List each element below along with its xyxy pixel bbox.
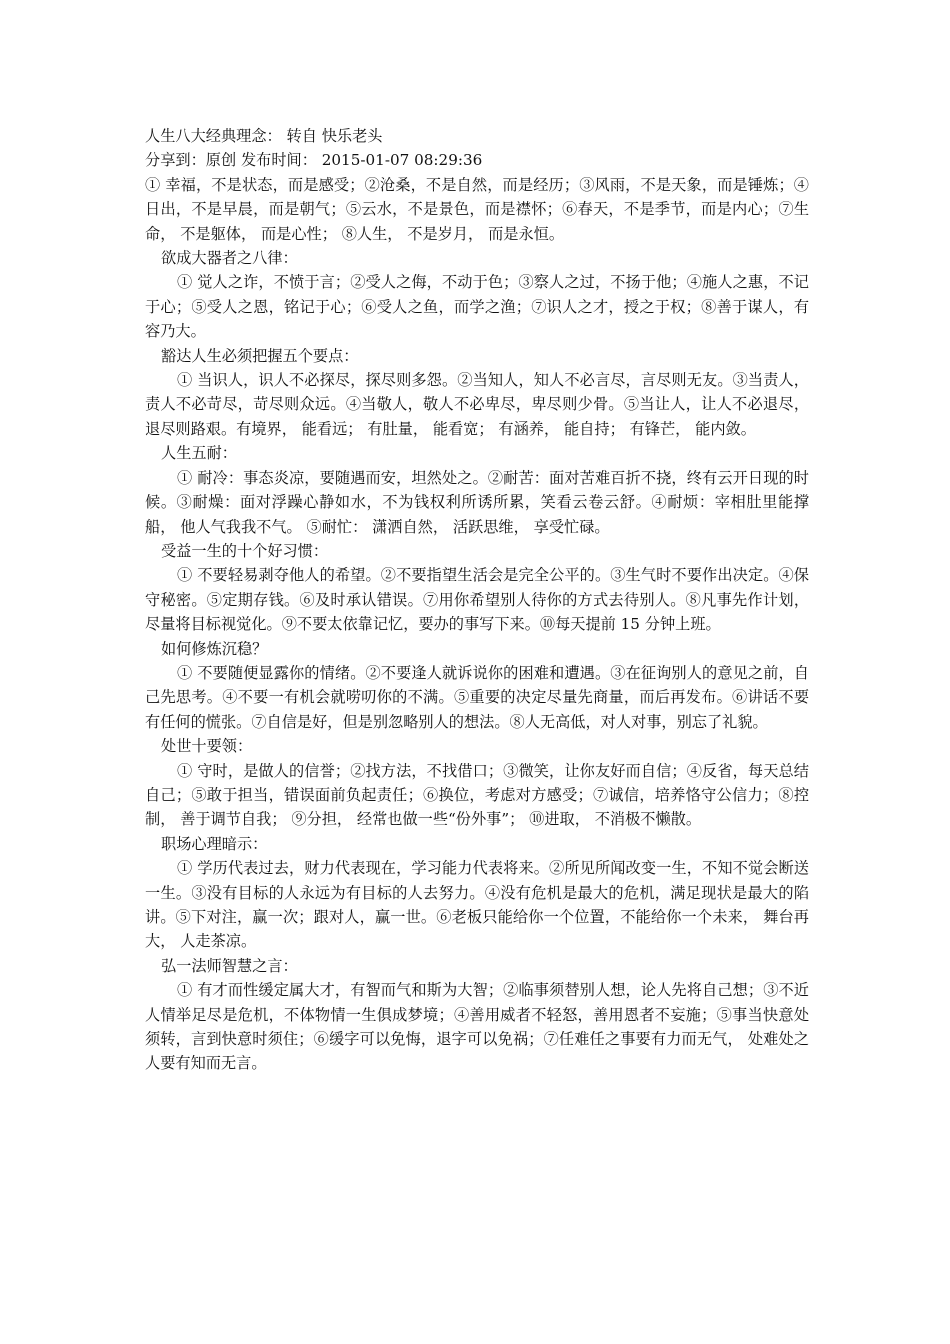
section-body: ① 当识人，识人不必探尽，探尽则多怨。②当知人，知人不必言尽，言尽则无友。③当责人，责人不必苛尽，苛尽则众远。④当敬人，敬人不必卑尽，卑尽则少骨。⑤当让人，让人不必退尽，退尽则路艰。有境界， 能看远； 有肚量， 能看宽； 有涵养， 能自持； 有锋芒， 能内敛。 <box>145 371 809 438</box>
section-heading: 受益一生的十个好习惯： <box>161 541 329 560</box>
document-title: 人生八大经典理念： 转自 快乐老头 <box>145 127 383 145</box>
section-body: ① 不要轻易剥夺他人的希望。②不要指望生活会是完全公平的。③生气时不要作出决定。④保守秘密。⑤定期存钱。⑥及时承认错误。⑦用你希望别人待你的方式去待别人。⑧凡事先作计划，尽量将目标视觉化。⑨不要太依靠记忆，要办的事写下来。⑩每天提前 15 分钟上班。 <box>145 566 809 634</box>
section-body: ① 有才而性缓定属大才，有智而气和斯为大智；②临事须替别人想，论人先将自己想；③不近人情举足尽是危机，不体物情一生俱成梦境；④善用威者不轻怒，善用恩者不妄施；⑤事当快意处须转，言到快意时须住；⑥缓字可以免悔，退字可以免祸；⑦任难任之事要有力而无气， 处难处之人要有知而无言。 <box>145 981 809 1073</box>
section-body: ① 耐冷：事态炎凉，要随遇而安，坦然处之。②耐苦：面对苦难百折不挠，终有云开日现的时候。③耐燥：面对浮躁心静如水，不为钱权利所诱所累，笑看云卷云舒。④耐烦：宰相肚里能撑船， 他人气我我不气。 ⑤耐忙： 潇洒自然， 活跃思维， 享受忙碌。 <box>145 468 809 536</box>
section-heading: 豁达人生必须把握五个要点： <box>161 346 359 365</box>
section-body: ① 觉人之诈，不愤于言；②受人之侮，不动于色；③察人之过，不扬于他；④施人之惠，不记于心；⑤受人之恩，铭记于心；⑥受人之鱼，而学之渔；⑦识人之才，授之于权；⑧善于谋人，有容乃大。 <box>145 273 809 341</box>
section-heading: 弘一法师智慧之言： <box>161 956 298 975</box>
section-body: ① 守时，是做人的信誉；②找方法，不找借口；③微笑，让你友好而自信；④反省，每天总结自己；⑤敢于担当，错误面前负起责任；⑥换位，考虑对方感受；⑦诚信，培养恪守公信力；⑧控制， 善于调节自我； ⑨分担， 经常也做一些“份外事”； ⑩进取， 不消极不懒散。 <box>145 761 809 829</box>
document-body <box>145 124 809 1076</box>
section-body: ① 不要随便显露你的情绪。②不要逢人就诉说你的困难和遭遇。③在征询别人的意见之前，自己先思考。④不要一有机会就唠叨你的不满。⑤重要的决定尽量先商量，而后再发布。⑥讲话不要有任何的慌张。⑦自信是好，但是别忽略别人的想法。⑧人无高低，对人对事，别忘了礼貌。 <box>145 663 809 731</box>
section-heading: 处世十要领： <box>161 737 253 756</box>
intro-paragraph: ① 幸福，不是状态，而是感受；②沧桑，不是自然，而是经历；③风雨，不是天象，而是锤炼；④日出，不是早晨，而是朝气；⑤云水，不是景色，而是襟怀；⑥春天，不是季节，而是内心；⑦生命， 不是躯体， 而是心性； ⑧人生， 不是岁月， 而是永恒。 <box>145 175 809 243</box>
section-heading: 如何修炼沉稳？ <box>161 639 268 658</box>
publish-meta: 分享到：原创 发布时间： 2015-01-07 08:29:36 <box>145 151 483 170</box>
section-heading: 职场心理暗示： <box>161 834 268 853</box>
section-heading: 人生五耐： <box>161 444 237 463</box>
section-heading: 欲成大器者之八律： <box>161 249 298 268</box>
section-body: ① 学历代表过去，财力代表现在，学习能力代表将来。②所见所闻改变一生，不知不觉会断送一生。③没有目标的人永远为有目标的人去努力。④没有危机是最大的危机，满足现状是最大的陷讲。⑤下对注，赢一次；跟对人，赢一世。⑥老板只能给你一个位置，不能给你一个未来， 舞台再大， 人走茶凉。 <box>145 859 809 951</box>
